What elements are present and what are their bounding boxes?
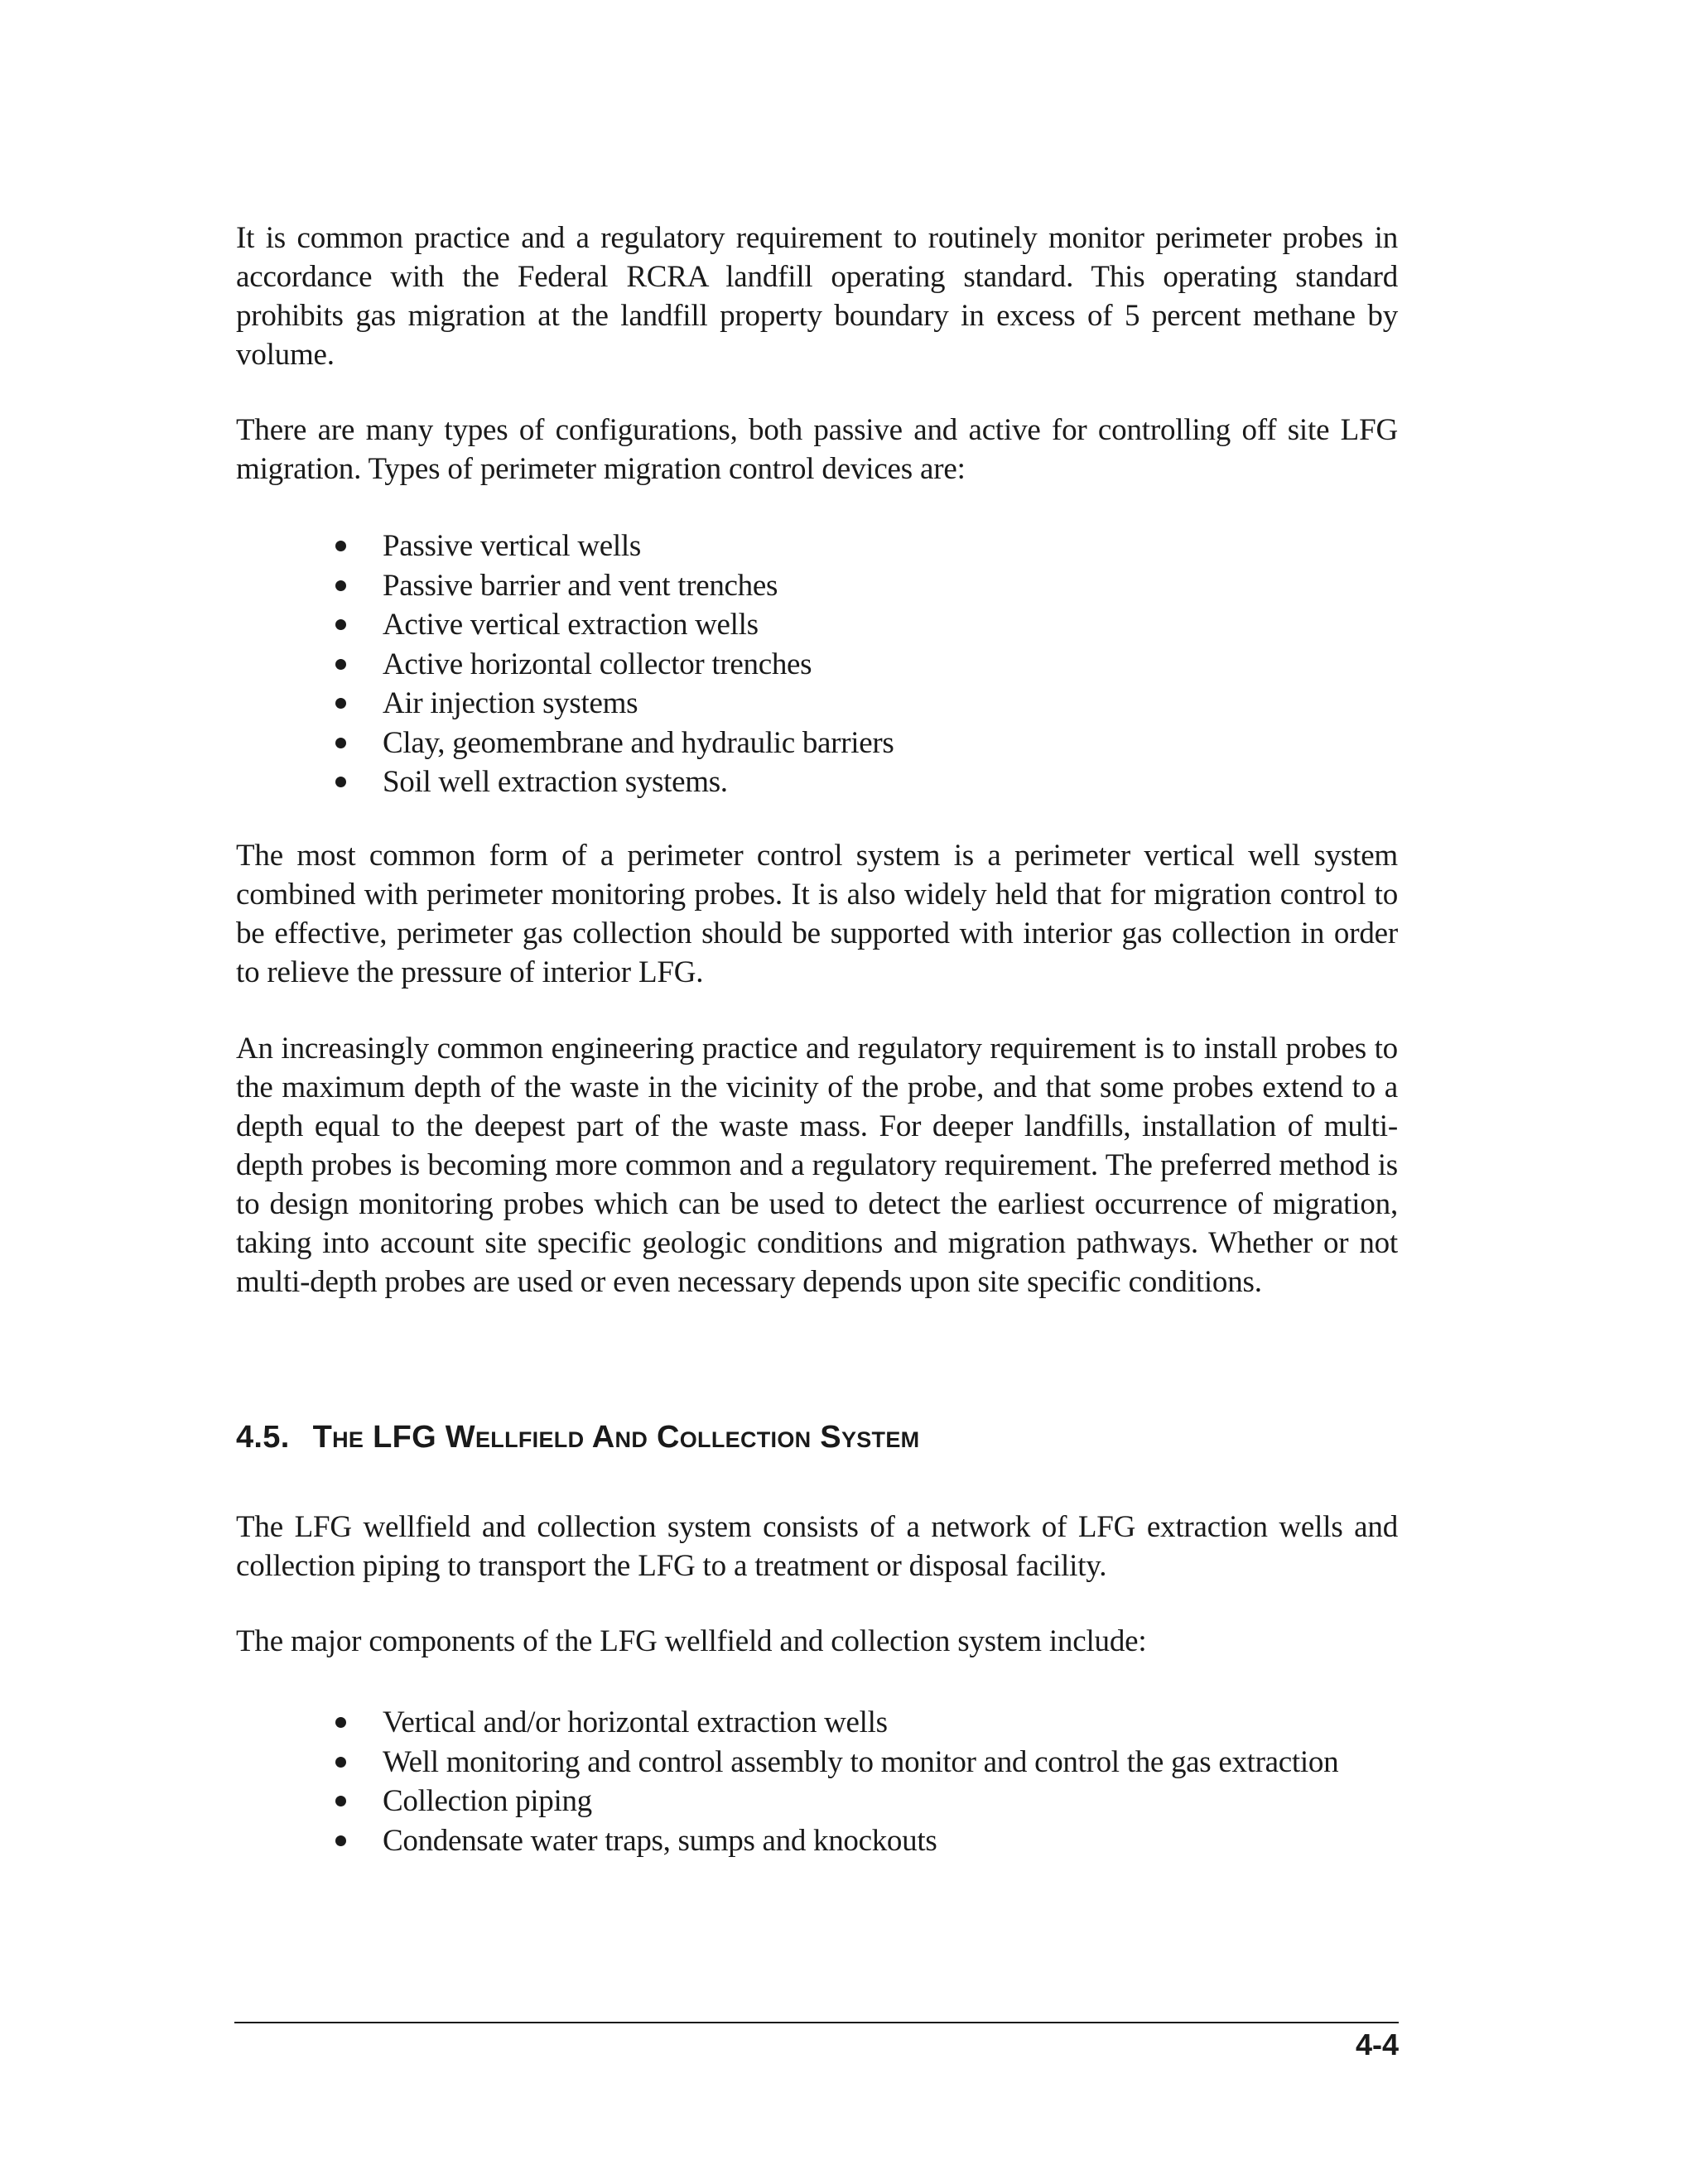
paragraph-wellfield-system: The LFG wellfield and collection system consists of a network of LFG extraction wells and collection piping to transport the LFG to a treatment or disposal facility. [236,1510,1398,1583]
wellfield-component-list [331,1703,1338,1860]
list-item: Passive vertical wells [331,527,894,566]
paragraph-common-form: The most common form of a perimeter control system is a perimeter vertical well system combined with perimeter monitoring probes. It is also widely held that for migration control to be effective, perimeter gas collection should be supported with interior gas collection in order to relieve the pressure of interior LFG. [236,839,1398,989]
list-item: Active vertical extraction wells [331,605,894,645]
bullet-icon [335,659,346,670]
bullet-icon [335,1717,346,1728]
list-item: Collection piping [331,1782,1338,1821]
bullet-icon [335,1757,346,1768]
bullet-icon [335,738,346,748]
list-item: Well monitoring and control assembly to monitor and control the gas extraction [331,1743,1338,1782]
migration-control-device-list [331,527,894,802]
list-item: Vertical and/or horizontal extraction wells [331,1703,1338,1743]
section-title: The LFG Wellfield And Collection System [312,1420,920,1455]
list-item: Air injection systems [331,684,894,724]
list-item: Soil well extraction systems. [331,762,894,802]
bullet-icon [335,1835,346,1846]
section-heading [236,1418,919,1456]
section-number: 4.5. [236,1420,290,1455]
list-item: Clay, geomembrane and hydraulic barriers [331,724,894,763]
list-item: Passive barrier and vent trenches [331,566,894,606]
footer-divider [234,2022,1399,2023]
bullet-icon [335,777,346,787]
list-item: Active horizontal collector trenches [331,645,894,685]
bullet-icon [335,580,346,591]
bullet-icon [335,619,346,630]
bullet-icon [335,1796,346,1806]
list-item: Condensate water traps, sumps and knockouts [331,1821,1338,1861]
bullet-icon [335,698,346,709]
bullet-icon [335,541,346,551]
paragraph-probe-depth: An increasingly common engineering practice and regulatory requirement is to install probes to the maximum depth of the waste in the vicinity of the probe, and that some probes extend to a depth equal to the deepest part of the waste mass. For deeper landfills, installation of multi-depth probes is becoming more common and a regulatory requirement. The preferred method is to design monitoring probes which can be used to detect the earliest occurrence of migration, taking into account site specific geologic conditions and migration pathways. Whether or not multi-depth probes are used or even necessary depends upon site specific conditions. [236,1032,1398,1299]
paragraph-monitoring-requirement: It is common practice and a regulatory requirement to routinely monitor perimeter probes in accordance with the Federal RCRA landfill operating standard. This operating standard prohibits gas migration at the landfill property boundary in excess of 5 percent methane by volume. [236,221,1398,372]
page-number: 4-4 [1355,2028,1399,2061]
paragraph-configurations: There are many types of configurations, both passive and active for controlling off site LFG migration. Types of perimeter migration control devices are: [236,413,1398,486]
paragraph-major-components: The major components of the LFG wellfield and collection system include: [236,1624,1147,1658]
